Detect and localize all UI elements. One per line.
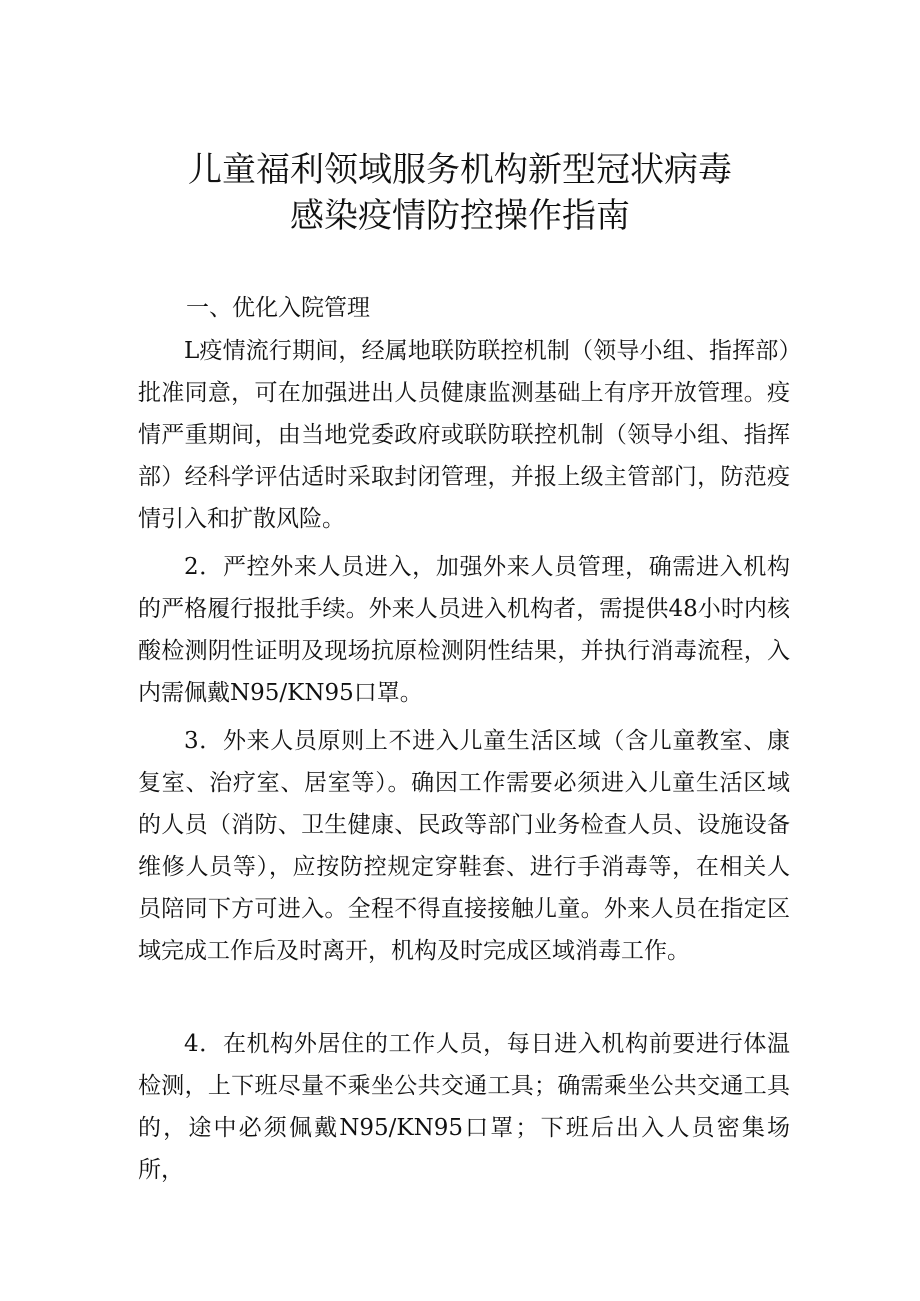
paragraph-3	[138, 720, 790, 972]
paragraph-1	[138, 330, 790, 540]
section-heading: 一、优化入院管理	[186, 295, 370, 321]
document-title-line-2: 感染疫情防控操作指南	[290, 196, 630, 236]
paragraph-2	[138, 546, 790, 714]
document-title-line-1: 儿童福利领域服务机构新型冠状病毒	[188, 150, 732, 190]
paragraph-4-text: 4．在机构外居住的工作人员，每日进入机构前要进行体温检测，上下班尽量不乘坐公共交通工具；确需乘坐公共交通工具的，途中必须佩戴N95/KN95口罩；下班后出入人员密集场所，	[138, 1031, 790, 1183]
paragraph-1-text: L疫情流行期间，经属地联防联控机制（领导小组、指挥部）批准同意，可在加强进出人员健康监测基础上有序开放管理。疫情严重期间，由当地党委政府或联防联控机制（领导小组、指挥部）经科学评估适时采取封闭管理，并报上级主管部门，防范疫情引入和扩散风险。	[138, 338, 790, 532]
paragraph-2-text: 2．严控外来人员进入，加强外来人员管理，确需进入机构的严格履行报批手续。外来人员进入机构者，需提供48小时内核酸检测阴性证明及现场抗原检测阴性结果，并执行消毒流程，入内需佩戴N95/KN95口罩。	[138, 554, 790, 706]
paragraph-4	[138, 1023, 790, 1191]
paragraph-3-text: 3．外来人员原则上不进入儿童生活区域（含儿童教室、康复室、治疗室、居室等）。确因工作需要必须进入儿童生活区域的人员（消防、卫生健康、民政等部门业务检查人员、设施设备维修人员等），应按防控规定穿鞋套、进行手消毒等，在相关人员陪同下方可进入。全程不得直接接触儿童。外来人员在指定区域完成工作后及时离开，机构及时完成区域消毒工作。	[138, 728, 790, 964]
